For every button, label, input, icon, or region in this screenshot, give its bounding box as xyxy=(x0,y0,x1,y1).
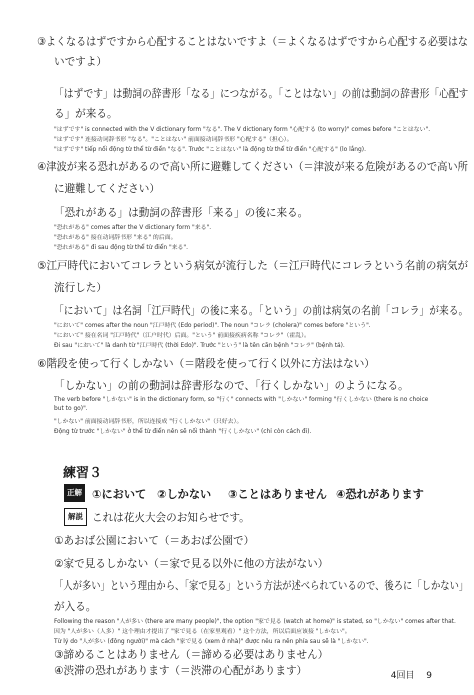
item3-note-en: "はずです" is connected with the V dictionary form "なる". The V dictionary form "心配する (to worry)" comes before "ことはない". xyxy=(54,127,431,133)
practice-item2-explanation-cont: が入る。 xyxy=(54,601,97,613)
answer-2: ②しかない xyxy=(157,488,212,501)
item4-sentence-cont: に避難してください） xyxy=(54,183,160,195)
item5-sentence: ⑤江戸時代においてコレラという病気が流行した（＝江戸時代にコレラという名前の病気が xyxy=(37,260,469,272)
practice-item1: ①あおば公園において（＝あおば公園で） xyxy=(54,535,255,547)
explanation-intro: これは花火大会のお知らせです。 xyxy=(92,512,250,524)
answer-4: ④恐れがあります xyxy=(336,488,424,501)
item4-sentence: ④津波が来る恐れがあるので高い所に避難してください（＝津波が来る危険があるので高い所 xyxy=(37,161,468,173)
item6-explanation: 「しかない」の前の動詞は辞書形なので、「行くしかない」のようになる。 xyxy=(54,380,409,392)
item3-sentence-cont: いですよ） xyxy=(54,56,107,68)
item4-note-vi: "恐れがある" đi sau động từ thể từ điển "来る". xyxy=(54,245,189,251)
answer-badge: 正解 xyxy=(64,484,85,502)
practice-item2-note-vi: Từ lý do "人が多い (đông người)" mà cách "家で見る (xem ở nhà)" được nêu ra nên phía sau sẽ là "しかない". xyxy=(54,639,369,645)
page-number: 9 xyxy=(426,671,432,681)
item6-note-en: The verb before "しかない" is in the dictionary form, so "行く" connects with "しかない" forming "行くしかない (there is no choice but to go)". xyxy=(54,397,429,412)
answer-1: ①において xyxy=(92,488,147,501)
item3-explanation-cont: る」が来る。 xyxy=(54,108,118,120)
item5-note-zh: "において" 接在名词 "江戸時代"（江户时代）后面。"という" 前面接疾病名称 "コレラ"（霍乱）。 xyxy=(54,333,310,339)
practice-item3: ③諦めることはありません（＝諦める必要はありません） xyxy=(54,649,329,661)
item6-note-vi: Động từ trước "しかない" ở thể từ điển nên sẽ nối thành "行くしかない" (chỉ còn cách đi). xyxy=(54,429,312,435)
item3-explanation: 「はずです」は動詞の辞書形「なる」につながる。「ことはない」の前は動詞の辞書形「心配す xyxy=(54,88,469,100)
item4-note-en: "恐れがある" comes after the V dictionary form "来る". xyxy=(54,225,212,231)
practice-item2-note-zh: 因为 "人が多い（人多）" 这个理由才提出了 "家で見る（在家里观看）" 这个方法，所以后面应该接 "しかない"。 xyxy=(54,629,351,635)
item4-note-zh: "恐れがある" 接在动词辞书形 "来る" 的后面。 xyxy=(54,235,177,241)
practice-item2: ②家で見るしかない（＝家で見る以外に他の方法がない） xyxy=(54,558,329,570)
page-label: 4回目 xyxy=(390,671,415,681)
item3-sentence: ③よくなるはずですから心配することはないですよ（＝よくなるはずですから心配する必要はな xyxy=(37,36,468,48)
answer-3: ③ことはありません xyxy=(228,488,327,501)
page-footer xyxy=(391,668,432,681)
practice-item2-note-en: Following the reason "人が多い (there are many people)", the option "家で見る (watch at home)" is stated, so "しかない" comes after that. xyxy=(54,619,456,625)
item5-sentence-cont: 流行した） xyxy=(54,282,107,294)
practice-item2-explanation: 「人が多い」という理由から、「家で見る」という方法が述べられているので、後ろに「しかない」 xyxy=(54,580,469,592)
item6-sentence: ⑥階段を使って行くしかない（＝階段を使って行く以外に方法はない） xyxy=(37,358,375,370)
practice-item4: ④渋滞の恐れがあります（＝渋滞の心配があります） xyxy=(54,665,308,677)
explanation-badge: 解説 xyxy=(64,508,87,526)
item5-note-en: "において" comes after the noun "江戸時代 (Edo period)". The noun "コレラ (cholera)" comes before "という". xyxy=(54,323,371,329)
item5-explanation: 「において」は名詞「江戸時代」の後に来る。「という」の前は病気の名前「コレラ」が来る。 xyxy=(54,305,469,317)
item4-explanation: 「恐れがある」は動詞の辞書形「来る」の後に来る。 xyxy=(54,207,309,219)
practice-heading: 練習３ xyxy=(63,466,103,481)
item5-note-vi: Đi sau "において" là danh từ "江戸時代 (thời Edo)". Trước "という" là tên căn bệnh "コレラ" (bệnh tả). xyxy=(54,343,345,349)
item3-note-zh: "はずです" 连接动词辞书形 "なる"。"ことはない" 前面接动词辞书形 "心配する"（担心）。 xyxy=(54,137,293,143)
item6-note-zh: "しかない" 前面接动词辞书形，所以连接成 "行くしかない"（只好去）。 xyxy=(54,419,243,425)
item3-note-vi: "はずです" tiếp nối động từ thể từ điển "なる". Trước "ことはない" là động từ thể từ điển "心配する" (lo lắng). xyxy=(54,147,366,153)
